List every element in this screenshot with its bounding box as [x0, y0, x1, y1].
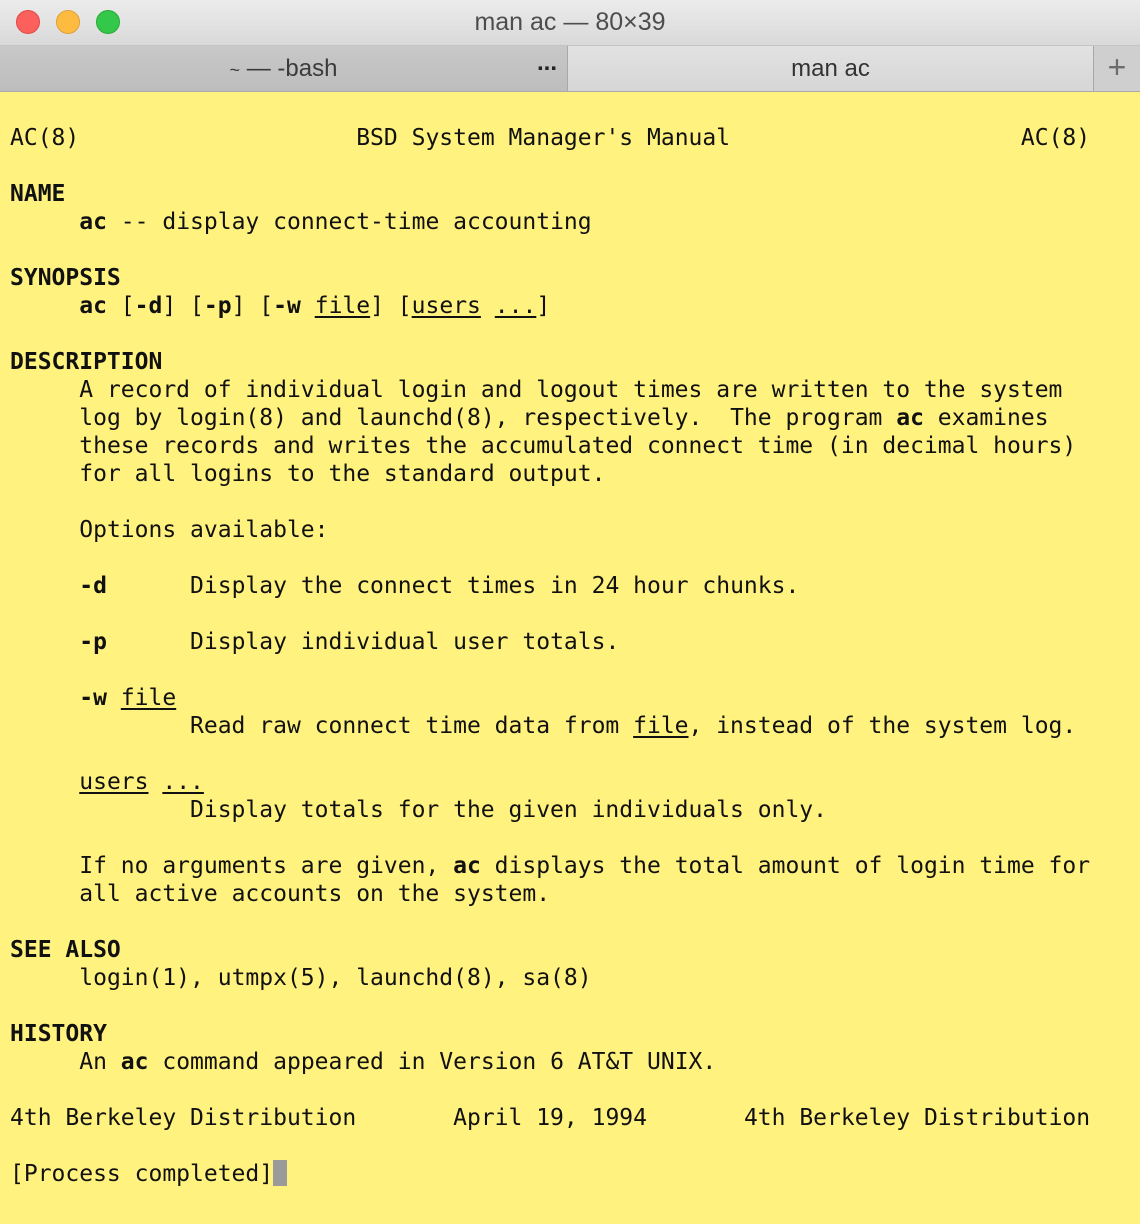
option-w-flag: -w [79, 685, 107, 711]
description-line: examines [923, 405, 1049, 431]
tab-overflow-indicator: ... [536, 49, 557, 76]
see-also-heading: SEE ALSO [10, 937, 121, 963]
history-heading: HISTORY [10, 1021, 107, 1047]
synopsis-users-arg: users [411, 293, 481, 319]
synopsis-opt-d: -d [134, 293, 163, 319]
synopsis-text: ] [ [231, 293, 274, 319]
plus-icon: + [1107, 49, 1127, 85]
users-description: Display totals for the given individuals only. [190, 797, 827, 823]
synopsis-text [301, 293, 315, 319]
tab-bar [0, 46, 1140, 92]
new-tab-button[interactable] [1094, 46, 1140, 91]
tab-bash-label: ~ — -bash [229, 55, 338, 82]
title-bar[interactable] [0, 0, 1140, 46]
description-cmd: ac [453, 853, 481, 879]
history-text: An [79, 1049, 121, 1075]
description-heading: DESCRIPTION [10, 349, 163, 375]
man-footer-center: April 19, 1994 [453, 1105, 647, 1131]
description-line: A record of individual login and logout times are written to the system [79, 377, 1063, 403]
synopsis-ellipsis: ... [494, 293, 537, 319]
man-footer-right: 4th Berkeley Distribution [743, 1105, 1091, 1131]
option-w-arg: file [120, 685, 177, 711]
option-w-file-ref: file [633, 713, 689, 739]
synopsis-file-arg: file [314, 293, 371, 319]
text-cursor [273, 1160, 287, 1186]
man-header-left: AC(8) [10, 125, 80, 151]
option-d-flag: -d [79, 573, 107, 599]
tab-bash[interactable] [0, 46, 568, 91]
synopsis-text: [ [106, 293, 135, 319]
description-line: displays the total amount of login time for [480, 853, 1091, 879]
terminal-text [10, 124, 1090, 1188]
man-header-center: BSD System Manager's Manual [356, 125, 731, 151]
name-heading: NAME [10, 181, 66, 207]
history-text: command appeared in Version 6 AT&T UNIX. [148, 1049, 717, 1075]
option-w-description: Read raw connect time data from [190, 713, 634, 739]
option-w-description: , instead of the system log. [688, 713, 1077, 739]
synopsis-text [481, 293, 495, 319]
name-description: -- display connect-time accounting [106, 209, 592, 235]
tab-man-ac-label: man ac [791, 55, 870, 82]
options-intro: Options available: [79, 517, 329, 543]
option-d-description: Display the connect times in 24 hour chunks. [190, 573, 800, 599]
synopsis-cmd: ac [79, 293, 107, 319]
users-ellipsis: ... [162, 769, 204, 795]
description-cmd: ac [896, 405, 924, 431]
synopsis-text: ] [536, 293, 551, 319]
description-line: If no arguments are given, [79, 853, 454, 879]
description-line: for all logins to the standard output. [79, 461, 606, 487]
man-header-right: AC(8) [1020, 125, 1091, 151]
description-line: these records and writes the accumulated connect time (in decimal hours) [79, 433, 1077, 459]
tab-man-ac[interactable] [568, 46, 1094, 91]
option-p-flag: -p [79, 629, 107, 655]
description-line: all active accounts on the system. [79, 881, 551, 907]
see-also-refs: login(1), utmpx(5), launchd(8), sa(8) [79, 965, 592, 991]
synopsis-heading: SYNOPSIS [10, 265, 121, 291]
terminal-content[interactable] [0, 92, 1140, 1224]
man-footer-left: 4th Berkeley Distribution [10, 1105, 357, 1131]
users-arg: users [79, 769, 149, 795]
synopsis-opt-p: -p [203, 293, 232, 319]
window-title: man ac — 80×39 [474, 8, 666, 36]
history-cmd: ac [120, 1049, 149, 1075]
description-line: log by login(8) and launchd(8), respectively. The program [79, 405, 897, 431]
name-cmd: ac [79, 209, 107, 235]
synopsis-text: ] [ [162, 293, 204, 319]
option-p-description: Display individual user totals. [190, 629, 620, 655]
synopsis-opt-w: -w [273, 293, 301, 319]
process-status: [Process completed] [10, 1161, 274, 1187]
synopsis-text: ] [ [370, 293, 412, 319]
